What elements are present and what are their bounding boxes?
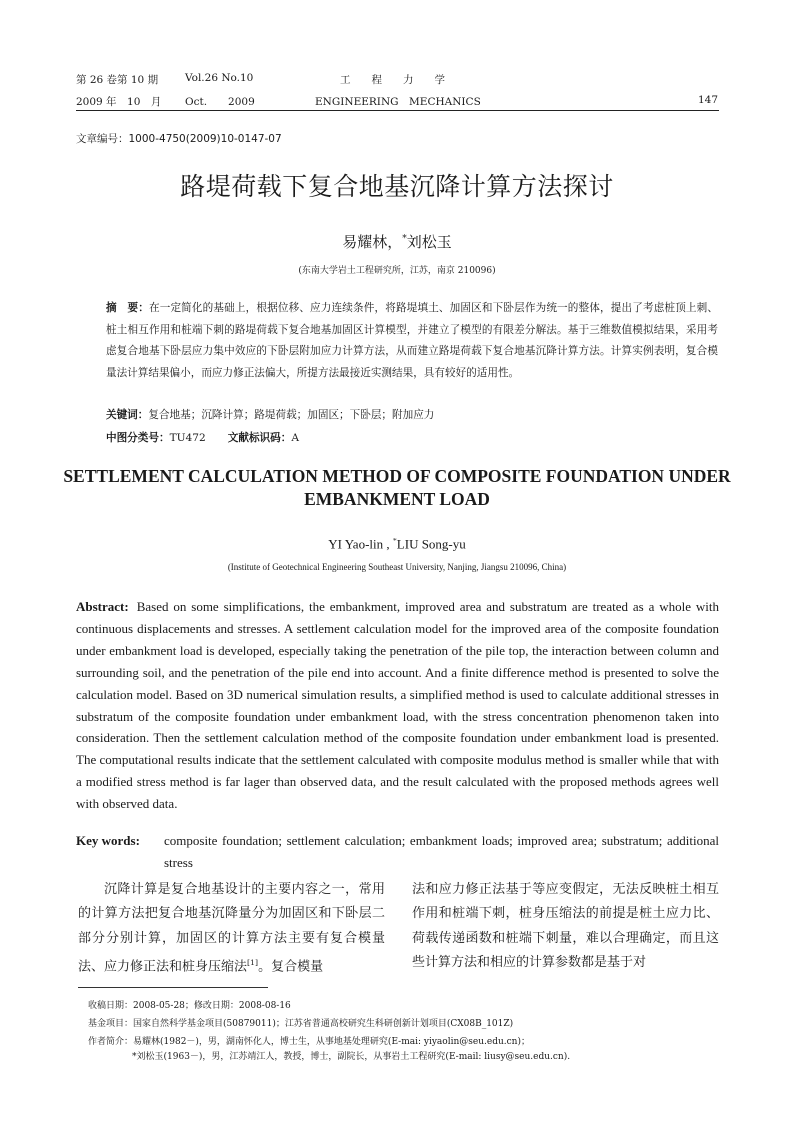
classification-label: 中图分类号：	[106, 432, 170, 444]
footnote-author-1: 作者简介：易耀林(1982－)，男，湖南怀化人，博士生，从事地基处理研究(E-mai: yiyaolin@seu.edu.cn)；	[88, 1037, 530, 1047]
body-right-column: 法和应力修正法基于等应变假定，无法反映桩土相互作用和桩端下刺，桩身压缩法的前提是桩土应力比、荷载传递函数和桩端下刺量，难以合理确定，而且这些计算方法和相应的计算参数都是基于对	[412, 882, 719, 971]
footnote-rule	[78, 987, 268, 988]
footnote-fund: 基金项目：国家自然科学基金项目(50879011)；江苏省普通高校研究生科研创新计划项目(CX08B_101Z)	[88, 1019, 514, 1029]
keywords-en-label: Key words:	[76, 833, 140, 848]
abstract-en-label: Abstract:	[76, 599, 129, 614]
keywords-zh	[106, 407, 434, 422]
header-date-zh: 2009 年 10 月	[76, 96, 162, 108]
header-volume-en: Vol.26 No.10	[185, 72, 254, 84]
header-volume-zh: 第 26 卷第 10 期	[76, 74, 159, 86]
authors-zh	[0, 231, 794, 252]
header-rule	[76, 110, 719, 111]
body-left-tail: 。复合模量	[258, 959, 324, 975]
authors-en	[0, 536, 794, 552]
affiliation-zh: (东南大学岩土工程研究所，江苏，南京 210096)	[298, 266, 496, 276]
header-journal-en: ENGINEERING MECHANICS	[315, 96, 481, 108]
footnote-author-2: *刘松玉(1963－)，男，江苏靖江人，教授，博士，副院长，从事岩土工程研究(E-mail: liusy@seu.edu.cn).	[132, 1052, 571, 1062]
doc-code-value: A	[291, 432, 299, 444]
citation-ref: [1]	[247, 958, 259, 968]
abstract-en-text: Based on some simplifications, the embankment, improved area and substratum are treated as a whole with continuous displacements and stresses. A settlement calculation model for the improved area of the composite foundation under embankment load is developed, especially taking the penetration of the pile top, the interaction between column and surrounding soil, and the penetration of the pile end into account. And a finite difference method is presented to solve the calculation model. Based on 3D numerical simulation results, a simplified method is used to calculate additional stresses in substratum of the composite foundation under embankment load, with the stress concentration phenomenon taken into consideration. Then the settlement calculation method of the composite foundation under embankment load is presented. The computational results indicate that the settlement calculated with composite modulus method is smaller while that with a modified stress method is far lager than observed data, and the result calculated with the proposed methods agrees well with observed data.	[76, 599, 719, 812]
header-month-en: Oct. 2009	[185, 96, 255, 108]
author-1-zh: 易耀林，	[342, 233, 403, 251]
abstract-zh-text: 在一定简化的基础上，根据位移、应力连续条件，将路堤填土、加固区和下卧层作为统一的整体，提出了考虑桩顶上刺、桩土相互作用和桩端下刺的路堤荷载下复合地基加固区计算模型，并建立了模型的有限差分解法。基于三维数值模拟结果，采用考虑复合地基下卧层应力集中效应的下卧层附加应力计算方法，从而建立路堤荷载下复合地基沉降计算方法。计算实例表明，复合模量法计算结果偏小，而应力修正法偏大，所提方法最接近实测结果，具有较好的适用性。	[106, 302, 719, 379]
body-left-text: 沉降计算是复合地基设计的主要内容之一，常用的计算方法把复合地基沉降量分为加固区和下卧层二部分分别计算，加固区的计算方法主要有复合模量法、应力修正法和桩身压缩法	[78, 882, 385, 975]
corresponding-mark-en: *	[392, 536, 397, 545]
abstract-zh-label: 摘 要：	[106, 302, 149, 314]
paper-title-zh: 路堤荷载下复合地基沉降计算方法探讨	[180, 172, 614, 201]
keywords-zh-label: 关键词：	[106, 409, 149, 421]
header-page-number: 147	[697, 94, 718, 106]
keywords-zh-text: 复合地基；沉降计算；路堤荷载；加固区；下卧层；附加应力	[148, 409, 435, 421]
author-1-en: YI Yao-lin ,	[328, 536, 393, 552]
article-number: 文章编号：1000-4750(2009)10-0147-07	[76, 133, 282, 145]
header-journal-zh: 工 程 力 学	[340, 74, 445, 86]
classification-value: TU472	[169, 432, 206, 444]
classification-zh	[106, 430, 299, 445]
author-2-zh: 刘松玉	[406, 233, 452, 251]
affiliation-en: (Institute of Geotechnical Engineering Southeast University, Nanjing, Jiangsu 210096, China)	[227, 562, 567, 572]
abstract-zh	[106, 298, 718, 384]
body-left-column	[78, 878, 385, 980]
paper-title-en: SETTLEMENT CALCULATION METHOD OF COMPOSITE FOUNDATION UNDER EMBANKMENT LOAD	[63, 466, 731, 509]
keywords-en-text: composite foundation; settlement calculation; embankment loads; improved area; substratum; additional stress	[164, 833, 719, 870]
doc-code-label: 文献标识码：	[227, 432, 292, 444]
footnote-received: 收稿日期：2008-05-28；修改日期：2008-08-16	[88, 1001, 291, 1011]
author-2-en: LIU Song-yu	[396, 536, 466, 552]
corresponding-mark: *	[402, 234, 407, 244]
abstract-en	[76, 596, 719, 815]
